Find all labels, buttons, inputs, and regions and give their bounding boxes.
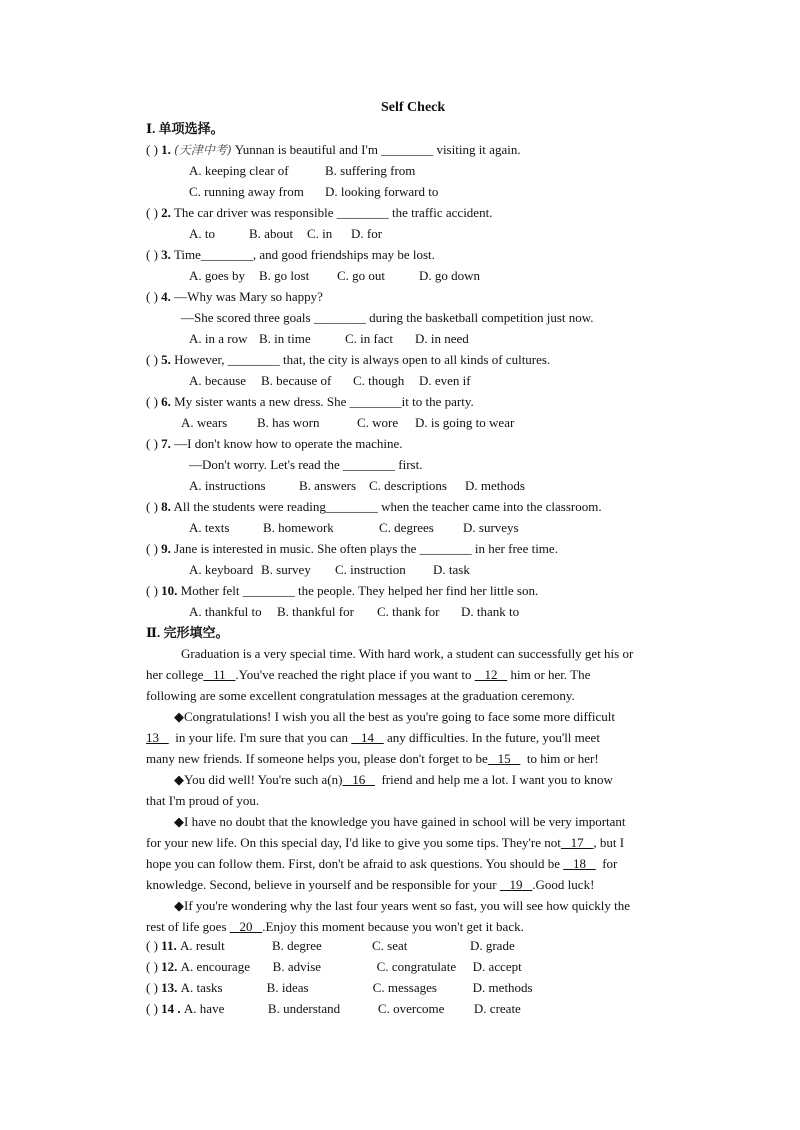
- passage-line: following are some excellent congratulation messages at the graduation ceremony.: [146, 688, 575, 703]
- passage-line: ◆If you're wondering why the last four years went so fast, you will see how quickly the: [174, 898, 631, 913]
- option-c: C. degrees: [379, 520, 434, 535]
- question-number: 9.: [161, 541, 171, 556]
- question-number: 14 .: [161, 1001, 181, 1016]
- option-b: B. because of: [261, 373, 332, 388]
- question-number: 10.: [161, 583, 178, 598]
- question-stem: Yunnan is beautiful and I'm ________ visiting it again.: [231, 142, 521, 157]
- cloze-question-12: [146, 959, 522, 975]
- blank-11: 11: [213, 667, 226, 682]
- question-stem: However, ________ that, the city is always open to all kinds of cultures.: [174, 352, 551, 367]
- options-row: [189, 331, 469, 347]
- question-8: [146, 499, 602, 515]
- option-d: D. accept: [472, 959, 522, 974]
- option-d: D. methods: [472, 980, 533, 995]
- option-a: A. encourage: [180, 959, 250, 974]
- answer-paren: ( ): [146, 583, 158, 598]
- question-7: [146, 436, 403, 452]
- option-b: B. survey: [261, 562, 311, 577]
- option-a: A. tasks: [180, 980, 223, 995]
- cloze-question-14: [146, 1001, 521, 1017]
- question-stem: All the students were reading________ when the teacher came into the classroom.: [173, 499, 602, 514]
- answer-paren: ( ): [146, 499, 158, 514]
- blank-16: 16: [352, 772, 366, 787]
- question-6: [146, 394, 474, 410]
- option-b: B. suffering from: [325, 163, 416, 178]
- question-stem: —Why was Mary so happy?: [174, 289, 323, 304]
- option-a: A. thankful to: [189, 604, 262, 619]
- answer-paren: ( ): [146, 142, 158, 157]
- blank-13: 13: [146, 730, 159, 745]
- blank-19: 19: [509, 877, 523, 892]
- option-d: D. go down: [419, 268, 481, 283]
- option-c: C. go out: [337, 268, 386, 283]
- question-number: 7.: [161, 436, 171, 451]
- passage-line: ◆Congratulations! I wish you all the best as you're going to face some more difficult: [174, 709, 616, 724]
- blank-12: 12: [484, 667, 498, 682]
- option-a: A. result: [179, 938, 225, 953]
- question-2: [146, 205, 492, 221]
- option-a: A. to: [189, 226, 215, 241]
- answer-paren: ( ): [146, 394, 158, 409]
- option-d: D. grade: [469, 938, 515, 953]
- answer-paren: ( ): [146, 541, 158, 556]
- option-a: A. goes by: [189, 268, 245, 283]
- answer-paren: ( ): [146, 959, 158, 974]
- option-b: B. has worn: [257, 415, 320, 430]
- option-a: A. texts: [189, 520, 230, 535]
- options-row: [189, 373, 471, 389]
- option-c: C. though: [353, 373, 405, 388]
- answer-paren: ( ): [146, 289, 158, 304]
- option-b: B. homework: [263, 520, 334, 535]
- option-d: D. for: [351, 226, 383, 241]
- option-b: B. understand: [267, 1001, 341, 1016]
- answer-paren: ( ): [146, 1001, 158, 1016]
- question-number: 4.: [161, 289, 171, 304]
- cloze-question-13: [146, 980, 533, 996]
- page-title: Self Check: [381, 100, 446, 115]
- question-number: 11.: [161, 938, 177, 953]
- option-c: C. running away from: [189, 184, 304, 199]
- passage-line: hope you can follow them. First, don't be afraid to ask questions. You should be 18 for: [146, 856, 618, 871]
- option-a: A. in a row: [189, 331, 248, 346]
- question-stem: The car driver was responsible ________ the traffic accident.: [173, 205, 493, 220]
- blank-18: 18: [572, 856, 586, 871]
- passage-line: rest of life goes 20 .Enjoy this moment because you won't get it back.: [146, 919, 524, 934]
- blank-20: 20: [239, 919, 253, 934]
- source-tag: (天津中考): [174, 143, 232, 157]
- question-number: 5.: [161, 352, 171, 367]
- question-number: 3.: [161, 247, 171, 262]
- option-b: B. degree: [271, 938, 322, 953]
- question-10: [146, 583, 538, 599]
- option-d: D. thank to: [461, 604, 520, 619]
- cloze-question-11: [146, 938, 515, 954]
- blank-15: 15: [497, 751, 511, 766]
- options-row: [189, 226, 382, 242]
- option-a: A. wears: [181, 415, 228, 430]
- passage-line: Graduation is a very special time. With hard work, a student can successfully get his or: [181, 646, 634, 661]
- option-d: D. methods: [465, 478, 525, 493]
- option-d: D. is going to wear: [415, 415, 515, 430]
- question-5: [146, 352, 550, 368]
- options-row: [189, 268, 480, 284]
- option-c: C. thank for: [377, 604, 440, 619]
- section-1-heading: Ⅰ. 单项选择。: [146, 121, 224, 136]
- answer-paren: ( ): [146, 436, 158, 451]
- option-d: D. surveys: [463, 520, 519, 535]
- options-row: [189, 520, 519, 536]
- passage-line: her college 11 .You've reached the right place if you want to 12 him or her. The: [146, 667, 591, 682]
- option-b: B. in time: [259, 331, 311, 346]
- option-d: D. looking forward to: [325, 184, 439, 199]
- option-c: C. congratulate: [376, 959, 457, 974]
- option-a: A. instructions: [189, 478, 266, 493]
- question-number: 12.: [161, 959, 178, 974]
- option-b: B. about: [249, 226, 294, 241]
- passage-line: knowledge. Second, believe in yourself and be responsible for your 19 .Good luck!: [146, 877, 595, 892]
- question-number: 1.: [161, 142, 171, 157]
- option-d: D. task: [433, 562, 470, 577]
- option-c: C. messages: [372, 980, 437, 995]
- option-c: C. instruction: [335, 562, 406, 577]
- options-row: [189, 562, 470, 578]
- passage-line: many new friends. If someone helps you, please don't forget to be 15 to him or her!: [146, 751, 599, 766]
- question-stem: Mother felt ________ the people. They helped her find her little son.: [180, 583, 539, 598]
- option-b: B. go lost: [259, 268, 310, 283]
- question-stem: Time________, and good friendships may be lost.: [173, 247, 435, 262]
- answer-paren: ( ): [146, 980, 158, 995]
- option-c: C. descriptions: [369, 478, 447, 493]
- option-d: D. in need: [415, 331, 469, 346]
- option-a: A. keyboard: [189, 562, 254, 577]
- option-c: C. wore: [357, 415, 399, 430]
- option-c: C. overcome: [377, 1001, 445, 1016]
- question-number: 8.: [161, 499, 171, 514]
- option-c: C. in fact: [345, 331, 394, 346]
- option-b: B. thankful for: [277, 604, 354, 619]
- option-c: C. in: [307, 226, 333, 241]
- question-stem-line-2: —She scored three goals ________ during the basketball competition just now.: [181, 310, 594, 325]
- options-row: [189, 184, 438, 200]
- blank-14: 14: [361, 730, 374, 745]
- option-c: C. seat: [371, 938, 408, 953]
- blank-17: 17: [570, 835, 584, 850]
- question-number: 13.: [161, 980, 178, 995]
- question-stem-line-2: —Don't worry. Let's read the ________ first.: [189, 457, 423, 472]
- answer-paren: ( ): [146, 205, 158, 220]
- question-9: [146, 541, 558, 557]
- options-row: [189, 163, 415, 179]
- answer-paren: ( ): [146, 352, 158, 367]
- passage-line: ◆I have no doubt that the knowledge you have gained in school will be very important: [174, 814, 626, 829]
- question-stem: My sister wants a new dress. She ________it to the party.: [174, 394, 474, 409]
- option-b: B. answers: [299, 478, 357, 493]
- answer-paren: ( ): [146, 247, 158, 262]
- options-row: [181, 415, 514, 431]
- option-a: A. keeping clear of: [189, 163, 289, 178]
- question-4: [146, 289, 323, 305]
- options-row: [189, 478, 525, 494]
- question-1: [146, 142, 521, 158]
- section-2-heading: Ⅱ. 完形填空。: [146, 625, 229, 640]
- question-number: 6.: [161, 394, 171, 409]
- option-b: B. advise: [272, 959, 322, 974]
- question-stem: Jane is interested in music. She often plays the ________ in her free time.: [174, 541, 558, 556]
- option-b: B. ideas: [266, 980, 309, 995]
- passage-line: ◆You did well! You're such a(n) 16 friend and help me a lot. I want you to know: [174, 772, 613, 787]
- option-d: D. create: [473, 1001, 521, 1016]
- answer-paren: ( ): [146, 938, 158, 953]
- question-number: 2.: [161, 205, 171, 220]
- passage-line: 13 in your life. I'm sure that you can 14 any difficulties. In the future, you'll meet: [146, 730, 600, 745]
- question-stem: —I don't know how to operate the machine.: [174, 436, 403, 451]
- option-a: A. have: [183, 1001, 225, 1016]
- passage-line: for your new life. On this special day, I'd like to give you some tips. They're not 17 , but I: [146, 835, 625, 850]
- options-row: [189, 604, 519, 620]
- question-3: [146, 247, 435, 263]
- passage-line: that I'm proud of you.: [146, 793, 260, 808]
- option-d: D. even if: [419, 373, 471, 388]
- option-a: A. because: [189, 373, 247, 388]
